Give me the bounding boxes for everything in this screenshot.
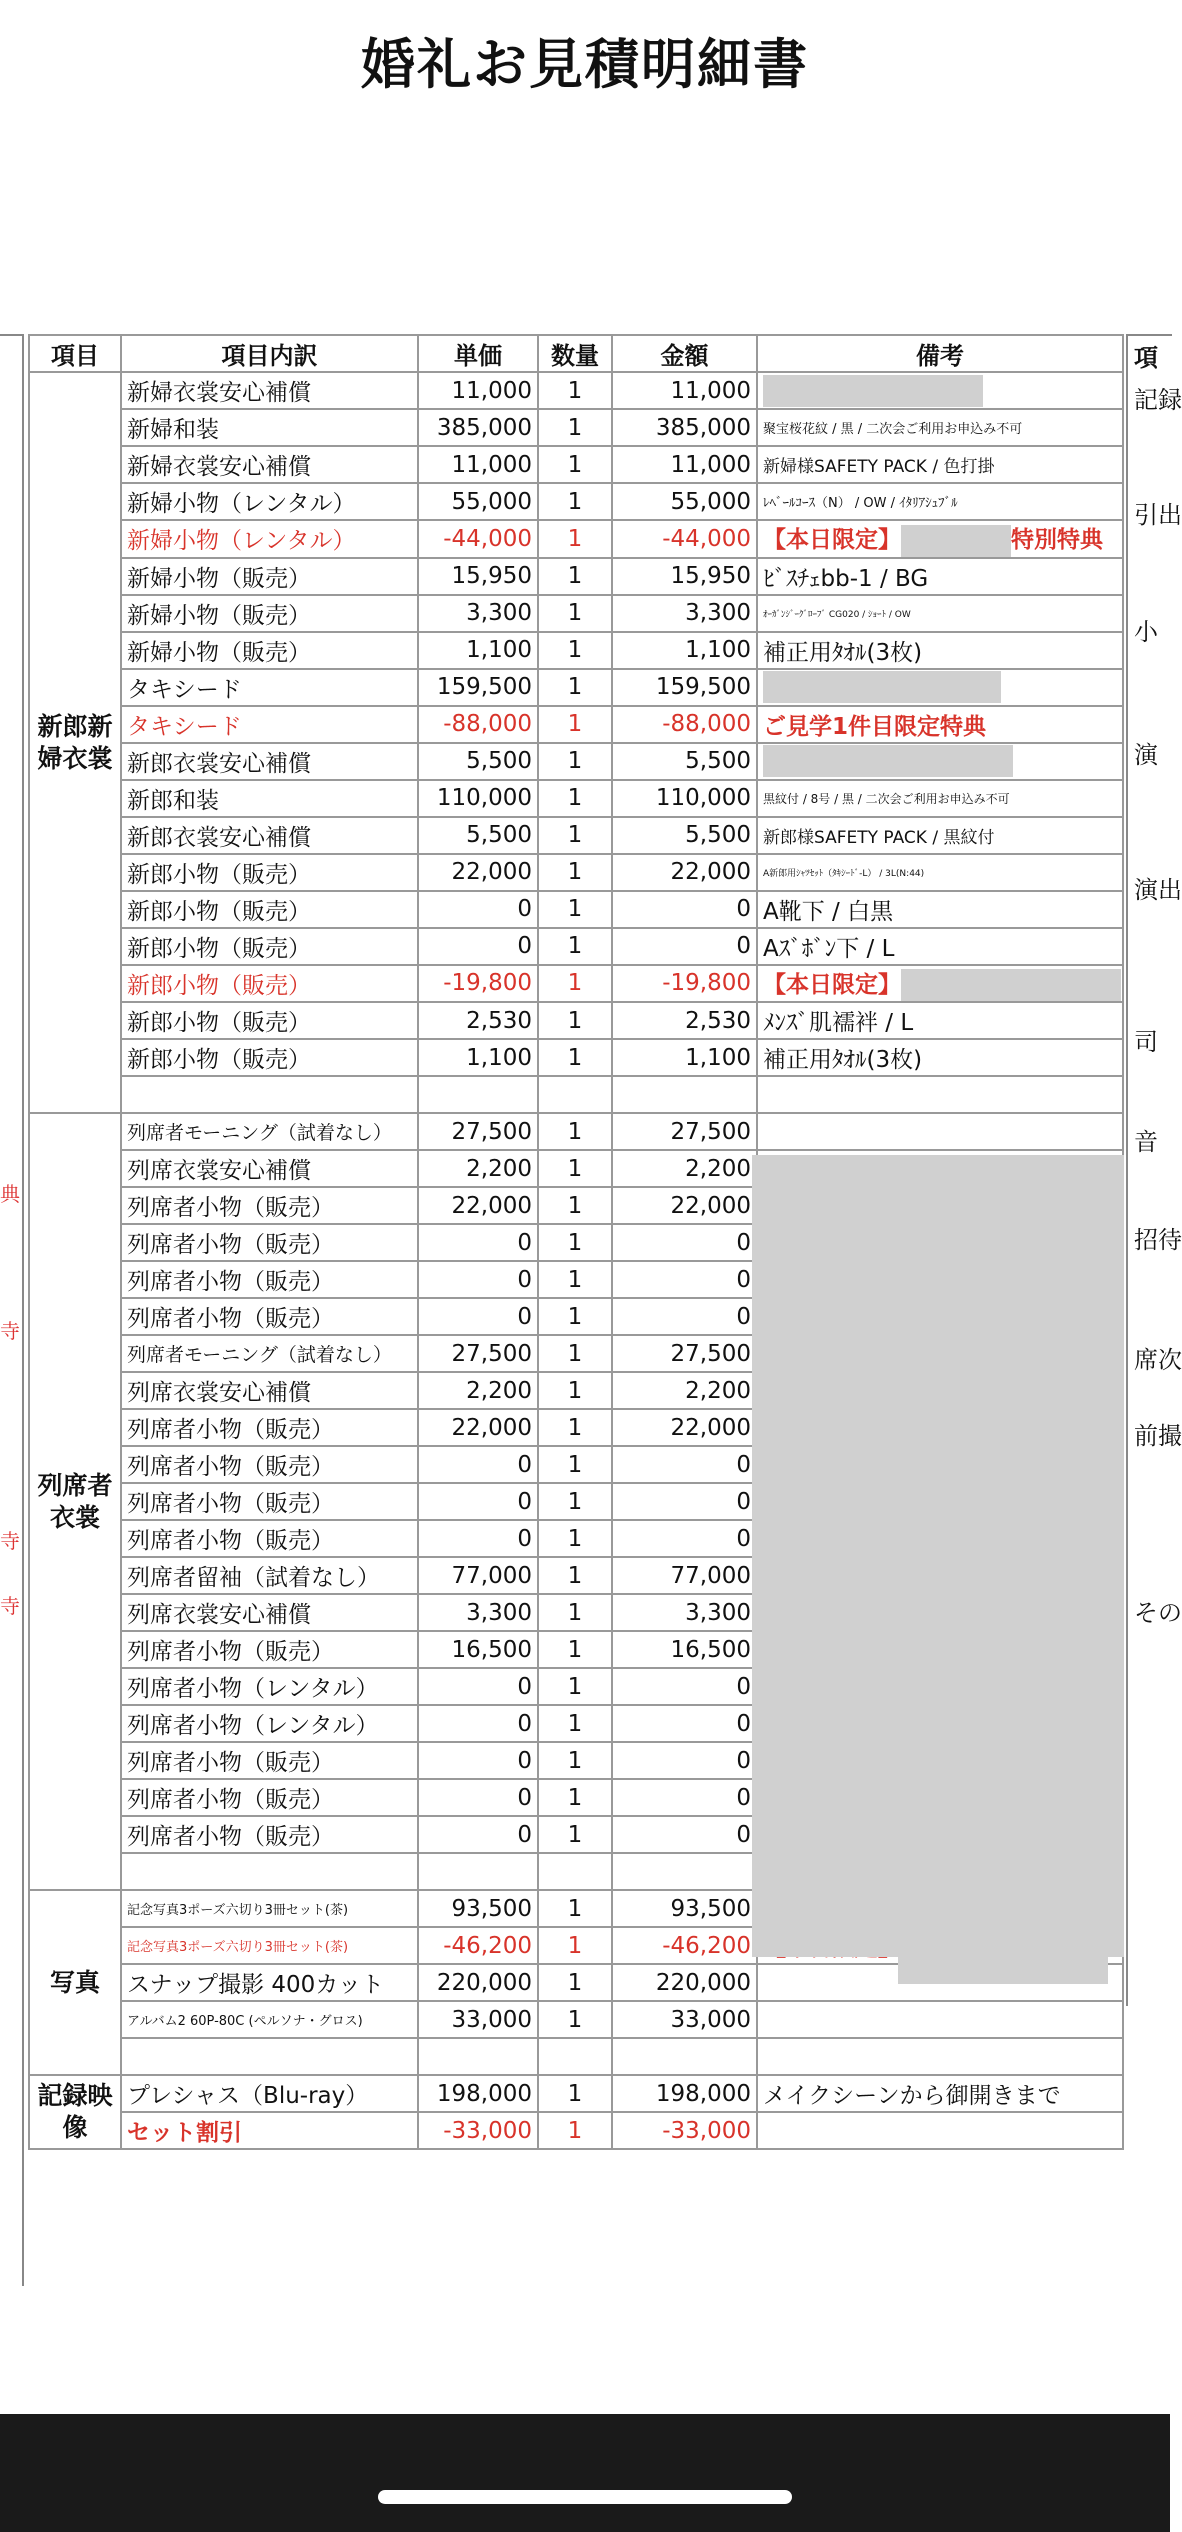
- unit-price: 198,000: [418, 2075, 538, 2112]
- unit-price: 0: [418, 1298, 538, 1335]
- amount: 0: [612, 1816, 757, 1853]
- category-cell: 記録映像: [29, 2075, 121, 2149]
- unit-price: 0: [418, 1483, 538, 1520]
- item-name: タキシード: [121, 706, 418, 743]
- table-row: [29, 2001, 1123, 2038]
- table-row: [29, 817, 1123, 854]
- unit-price: 0: [418, 1446, 538, 1483]
- unit-price: 55,000: [418, 483, 538, 520]
- table-row-empty: [29, 1076, 1123, 1113]
- item-name: 記念写真3ポーズ六切り3冊セット(茶): [121, 1927, 418, 1964]
- amount: 0: [612, 1261, 757, 1298]
- quantity: 1: [538, 1224, 612, 1261]
- note-cell: [757, 669, 1123, 706]
- amount: 5,500: [612, 817, 757, 854]
- header-quantity: 数量: [538, 335, 612, 372]
- item-name: 新婦和装: [121, 409, 418, 446]
- left-edge-label: 寺: [0, 1319, 20, 1343]
- item-name: 列席者小物（販売）: [121, 1409, 418, 1446]
- unit-price: 0: [418, 1705, 538, 1742]
- note-cell: [757, 965, 1123, 1003]
- quantity: 1: [538, 854, 612, 891]
- right-edge-label: 引出: [1134, 501, 1182, 529]
- unit-price: 5,500: [418, 743, 538, 780]
- note: 黒紋付 / 8号 / 黒 / 二次会ご利用お申込み不可: [757, 780, 1123, 817]
- quantity: 1: [538, 1742, 612, 1779]
- note: A靴下 / 白黒: [757, 891, 1123, 928]
- table-row: [29, 2075, 1123, 2112]
- unit-price: 0: [418, 1742, 538, 1779]
- item-name: 列席者留袖（試着なし）: [121, 1557, 418, 1594]
- unit-price: 2,200: [418, 1372, 538, 1409]
- quantity: 1: [538, 2001, 612, 2038]
- amount: 22,000: [612, 1409, 757, 1446]
- table-row: [29, 854, 1123, 891]
- table-row: [29, 632, 1123, 669]
- item-name: 列席衣裳安心補償: [121, 1150, 418, 1187]
- item-name: 列席者小物（販売）: [121, 1187, 418, 1224]
- amount: 3,300: [612, 595, 757, 632]
- item-name: 列席者小物（レンタル）: [121, 1705, 418, 1742]
- right-edge-label: 前撮: [1134, 1422, 1182, 1450]
- right-edge-label: 記録: [1134, 386, 1182, 414]
- header-item: 項目内訳: [121, 335, 418, 372]
- left-edge-label: 典: [0, 1182, 20, 1206]
- quantity: 1: [538, 1113, 612, 1150]
- unit-price: 110,000: [418, 780, 538, 817]
- note-cell: [757, 743, 1123, 780]
- item-name: 列席者小物（レンタル）: [121, 1668, 418, 1705]
- quantity: 1: [538, 965, 612, 1003]
- quantity: 1: [538, 632, 612, 669]
- unit-price: 0: [418, 1261, 538, 1298]
- amount: -33,000: [612, 2112, 757, 2149]
- unit-price: 1,100: [418, 1039, 538, 1076]
- quantity: 1: [538, 595, 612, 632]
- amount: -19,800: [612, 965, 757, 1003]
- quantity: 1: [538, 1409, 612, 1446]
- right-edge-label: 音: [1134, 1128, 1158, 1156]
- amount: 0: [612, 1446, 757, 1483]
- note: ｵｰｶﾞﾝｼﾞｰｸﾞﾛｰﾌﾞ CG020 / ｼｮｰﾄ / OW: [757, 595, 1123, 632]
- quantity: 1: [538, 1372, 612, 1409]
- item-name: 新郎小物（販売）: [121, 854, 418, 891]
- note: ﾒﾝｽﾞ肌襦袢 / L: [757, 1002, 1123, 1039]
- quantity: 1: [538, 1816, 612, 1853]
- quantity: 1: [538, 817, 612, 854]
- unit-price: 0: [418, 1224, 538, 1261]
- unit-price: 3,300: [418, 1594, 538, 1631]
- amount: 0: [612, 928, 757, 965]
- quantity: 1: [538, 1483, 612, 1520]
- item-name: 新郎和装: [121, 780, 418, 817]
- quantity: 1: [538, 1705, 612, 1742]
- item-name: 新郎小物（販売）: [121, 965, 418, 1003]
- quantity: 1: [538, 1927, 612, 1964]
- right-edge-label: 招待: [1134, 1226, 1182, 1254]
- table-row: [29, 446, 1123, 483]
- quantity: 1: [538, 1261, 612, 1298]
- quantity: 1: [538, 1520, 612, 1557]
- item-name: 列席者小物（販売）: [121, 1298, 418, 1335]
- item-name: 記念写真3ポーズ六切り3冊セット(茶): [121, 1890, 418, 1927]
- unit-price: 16,500: [418, 1631, 538, 1668]
- amount: 15,950: [612, 558, 757, 595]
- item-name: 列席衣裳安心補償: [121, 1372, 418, 1409]
- unit-price: 3,300: [418, 595, 538, 632]
- amount: 110,000: [612, 780, 757, 817]
- unit-price: 385,000: [418, 409, 538, 446]
- item-name: 新婦衣裳安心補償: [121, 372, 418, 409]
- note: [757, 2112, 1123, 2149]
- unit-price: 1,100: [418, 632, 538, 669]
- amount: 93,500: [612, 1890, 757, 1927]
- quantity: 1: [538, 483, 612, 520]
- quantity: 1: [538, 1039, 612, 1076]
- item-name: 新婦小物（販売）: [121, 595, 418, 632]
- quantity: 1: [538, 1446, 612, 1483]
- item-name: 列席者小物（販売）: [121, 1779, 418, 1816]
- amount: 220,000: [612, 1964, 757, 2001]
- amount: 0: [612, 1779, 757, 1816]
- amount: 2,200: [612, 1150, 757, 1187]
- item-name: 列席者モーニング（試着なし）: [121, 1113, 418, 1150]
- note: メイクシーンから御開きまで: [757, 2075, 1123, 2112]
- item-name: プレシャス（Blu-ray）: [121, 2075, 418, 2112]
- note: ﾋﾞｽﾁｪbb-1 / BG: [757, 558, 1123, 595]
- quantity: 1: [538, 1335, 612, 1372]
- quantity: 1: [538, 1298, 612, 1335]
- table-row: [29, 928, 1123, 965]
- quantity: 1: [538, 891, 612, 928]
- item-name: 列席者小物（販売）: [121, 1224, 418, 1261]
- quantity: 1: [538, 743, 612, 780]
- amount: 11,000: [612, 446, 757, 483]
- amount: 2,200: [612, 1372, 757, 1409]
- item-name: 新郎衣裳安心補償: [121, 743, 418, 780]
- amount: 27,500: [612, 1113, 757, 1150]
- quantity: 1: [538, 1631, 612, 1668]
- amount: 0: [612, 1298, 757, 1335]
- amount: 0: [612, 1520, 757, 1557]
- unit-price: 0: [418, 1779, 538, 1816]
- unit-price: 93,500: [418, 1890, 538, 1927]
- unit-price: 0: [418, 891, 538, 928]
- item-name: 新郎小物（販売）: [121, 1002, 418, 1039]
- table-row: [29, 2112, 1123, 2149]
- right-edge-label: 演: [1134, 741, 1158, 769]
- redacted-block: [901, 969, 1121, 1001]
- amount: 11,000: [612, 372, 757, 409]
- category-cell: 写真: [29, 1890, 121, 2075]
- item-name: 列席者小物（販売）: [121, 1520, 418, 1557]
- unit-price: 33,000: [418, 2001, 538, 2038]
- quantity: 1: [538, 558, 612, 595]
- quantity: 1: [538, 1150, 612, 1187]
- note: [757, 2001, 1123, 2038]
- note: 【本日限定】: [763, 971, 901, 998]
- quantity: 1: [538, 1557, 612, 1594]
- unit-price: 2,530: [418, 1002, 538, 1039]
- amount: -44,000: [612, 520, 757, 558]
- amount: 0: [612, 891, 757, 928]
- item-name: 列席者小物（販売）: [121, 1483, 418, 1520]
- amount: 0: [612, 1705, 757, 1742]
- table-row: [29, 891, 1123, 928]
- table-row: [29, 1002, 1123, 1039]
- right-edge-label: 司: [1134, 1028, 1158, 1056]
- note: ご見学1件目限定特典: [757, 706, 1123, 743]
- quantity: 1: [538, 1002, 612, 1039]
- unit-price: 0: [418, 928, 538, 965]
- quantity: 1: [538, 1594, 612, 1631]
- table-row: [29, 483, 1123, 520]
- redacted-block: [763, 745, 1013, 777]
- unit-price: 22,000: [418, 1409, 538, 1446]
- amount: 198,000: [612, 2075, 757, 2112]
- right-edge-label: 演出: [1134, 876, 1182, 904]
- item-name: 新婦小物（レンタル）: [121, 520, 418, 558]
- header-amount: 金額: [612, 335, 757, 372]
- redacted-block: [763, 375, 983, 407]
- right-edge-label: 項: [1134, 344, 1158, 372]
- table-row: [29, 520, 1123, 558]
- unit-price: 27,500: [418, 1335, 538, 1372]
- table-row: [29, 1039, 1123, 1076]
- table-row: [29, 1964, 1123, 2001]
- amount: 1,100: [612, 632, 757, 669]
- home-indicator-bar: [0, 2414, 1170, 2532]
- quantity: 1: [538, 2112, 612, 2149]
- note: A新郎用ｼｬﾂｾｯﾄ（ﾀｷｼｰﾄﾞ-L） / 3L(N:44): [757, 854, 1123, 891]
- home-indicator[interactable]: [378, 2490, 792, 2504]
- amount: 33,000: [612, 2001, 757, 2038]
- amount: 0: [612, 1224, 757, 1261]
- table-row: [29, 1113, 1123, 1150]
- unit-price: 11,000: [418, 372, 538, 409]
- note: [757, 1964, 1123, 2001]
- item-name: 列席者小物（販売）: [121, 1446, 418, 1483]
- table-row: [29, 558, 1123, 595]
- left-edge-label: 寺: [0, 1594, 20, 1618]
- item-name: 新郎小物（販売）: [121, 928, 418, 965]
- amount: 16,500: [612, 1631, 757, 1668]
- unit-price: -33,000: [418, 2112, 538, 2149]
- left-table-edge: [0, 334, 24, 2286]
- category-cell: 列席者衣裳: [29, 1113, 121, 1890]
- quantity: 1: [538, 669, 612, 706]
- unit-price: 0: [418, 1668, 538, 1705]
- unit-price: 5,500: [418, 817, 538, 854]
- table-row: [29, 965, 1123, 1003]
- amount: 27,500: [612, 1335, 757, 1372]
- amount: 385,000: [612, 409, 757, 446]
- item-name: 新婦小物（販売）: [121, 632, 418, 669]
- left-edge-label: 寺: [0, 1529, 20, 1553]
- unit-price: 159,500: [418, 669, 538, 706]
- unit-price: 2,200: [418, 1150, 538, 1187]
- unit-price: 77,000: [418, 1557, 538, 1594]
- redacted-block: [763, 671, 1001, 703]
- item-name: 新婦衣裳安心補償: [121, 446, 418, 483]
- note: 補正用ﾀｵﾙ(3枚): [757, 1039, 1123, 1076]
- unit-price: -19,800: [418, 965, 538, 1003]
- amount: 2,530: [612, 1002, 757, 1039]
- right-table-edge: [1126, 334, 1172, 2006]
- item-name: 列席衣裳安心補償: [121, 1594, 418, 1631]
- item-name: 新婦小物（販売）: [121, 558, 418, 595]
- unit-price: 0: [418, 1816, 538, 1853]
- note: 新婦様SAFETY PACK / 色打掛: [757, 446, 1123, 483]
- item-name: スナップ撮影 400カット: [121, 1964, 418, 2001]
- quantity: 1: [538, 2075, 612, 2112]
- category-cell: 新郎新婦衣裳: [29, 372, 121, 1113]
- page-title: 婚礼お見積明細書: [361, 33, 809, 96]
- amount: 22,000: [612, 1187, 757, 1224]
- table-row: [29, 372, 1123, 409]
- unit-price: 22,000: [418, 854, 538, 891]
- quantity: 1: [538, 1964, 612, 2001]
- item-name: 新郎小物（販売）: [121, 1039, 418, 1076]
- amount: 0: [612, 1742, 757, 1779]
- item-name: 新郎衣裳安心補償: [121, 817, 418, 854]
- quantity: 1: [538, 1779, 612, 1816]
- amount: 5,500: [612, 743, 757, 780]
- quantity: 1: [538, 928, 612, 965]
- amount: -46,200: [612, 1927, 757, 1964]
- unit-price: 11,000: [418, 446, 538, 483]
- note: 補正用ﾀｵﾙ(3枚): [757, 632, 1123, 669]
- amount: 77,000: [612, 1557, 757, 1594]
- amount: 55,000: [612, 483, 757, 520]
- table-row: [29, 743, 1123, 780]
- note-cell: [757, 520, 1123, 558]
- unit-price: -46,200: [418, 1927, 538, 1964]
- table-row: [29, 409, 1123, 446]
- quantity: 1: [538, 520, 612, 558]
- note: 【本日限定】: [763, 527, 901, 553]
- amount: 3,300: [612, 1594, 757, 1631]
- quantity: 1: [538, 446, 612, 483]
- quantity: 1: [538, 1668, 612, 1705]
- header-notes: 備考: [757, 335, 1123, 372]
- item-name: 新婦小物（レンタル）: [121, 483, 418, 520]
- table-row: [29, 780, 1123, 817]
- table-row: [29, 706, 1123, 743]
- note: 新郎様SAFETY PACK / 黒紋付: [757, 817, 1123, 854]
- amount: -88,000: [612, 706, 757, 743]
- unit-price: 0: [418, 1520, 538, 1557]
- quantity: 1: [538, 372, 612, 409]
- right-edge-label: 小: [1134, 618, 1158, 646]
- item-name: 列席者小物（販売）: [121, 1816, 418, 1853]
- item-name: 列席者モーニング（試着なし）: [121, 1335, 418, 1372]
- unit-price: 15,950: [418, 558, 538, 595]
- item-name: アルバム2 60P-80C (ペルソナ・グロス): [121, 2001, 418, 2038]
- table-row: [29, 669, 1123, 706]
- item-name: セット割引: [121, 2112, 418, 2149]
- note-cell: [757, 1113, 1123, 1150]
- note-cell: [757, 372, 1123, 409]
- right-edge-label: 席次: [1134, 1346, 1182, 1374]
- quantity: 1: [538, 409, 612, 446]
- table-header-row: [29, 335, 1123, 372]
- table-row-empty: [29, 2038, 1123, 2075]
- item-name: 列席者小物（販売）: [121, 1261, 418, 1298]
- unit-price: -44,000: [418, 520, 538, 558]
- amount: 0: [612, 1483, 757, 1520]
- note: Aｽﾞﾎﾞﾝ下 / L: [757, 928, 1123, 965]
- quantity: 1: [538, 1890, 612, 1927]
- item-name: 新郎小物（販売）: [121, 891, 418, 928]
- right-edge-label: その: [1134, 1599, 1182, 1627]
- amount: 159,500: [612, 669, 757, 706]
- item-name: 列席者小物（販売）: [121, 1631, 418, 1668]
- item-name: 列席者小物（販売）: [121, 1742, 418, 1779]
- header-unit-price: 単価: [418, 335, 538, 372]
- unit-price: -88,000: [418, 706, 538, 743]
- quantity: 1: [538, 1187, 612, 1224]
- redacted-block: [901, 525, 1011, 557]
- amount: 1,100: [612, 1039, 757, 1076]
- header-category: 項目: [29, 335, 121, 372]
- redacted-notes-block: [752, 1155, 1124, 1957]
- note: 聚宝桜花紋 / 黒 / 二次会ご利用お申込み不可: [757, 409, 1123, 446]
- table-row: [29, 595, 1123, 632]
- unit-price: 27,500: [418, 1113, 538, 1150]
- note-suffix: 特別特典: [1011, 527, 1103, 553]
- quantity: 1: [538, 780, 612, 817]
- note: ﾚﾍﾞｰﾙｺｰｽ（N） / OW / ｲﾀﾘｱｼｭﾌﾞﾙ: [757, 483, 1123, 520]
- unit-price: 22,000: [418, 1187, 538, 1224]
- item-name: タキシード: [121, 669, 418, 706]
- amount: 0: [612, 1668, 757, 1705]
- unit-price: 220,000: [418, 1964, 538, 2001]
- quantity: 1: [538, 706, 612, 743]
- amount: 22,000: [612, 854, 757, 891]
